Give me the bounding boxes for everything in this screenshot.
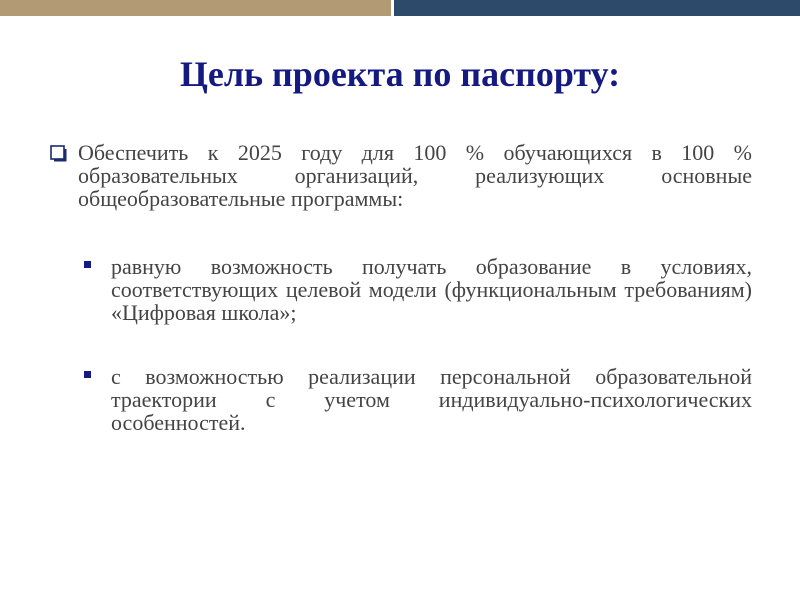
sub-point-2 <box>84 365 752 434</box>
sub-point-text-2: с возможностью реализации персональной образовательной траектории с учетом индивидуально-психологических особенностей. <box>111 364 752 435</box>
checkbox-icon <box>50 145 67 162</box>
top-bar-gold-segment <box>0 0 391 16</box>
top-bar-navy-segment <box>394 0 800 16</box>
square-bullet-icon <box>84 371 91 378</box>
sub-point-1 <box>84 255 752 324</box>
main-point-text: Обеспечить к 2025 году для 100 % обучающихся в 100 % образовательных организаций, реализующих основные общеобразовательные программы: <box>78 140 752 211</box>
main-point <box>50 141 752 210</box>
square-bullet-icon <box>84 261 91 268</box>
top-decorative-bar <box>0 0 800 16</box>
sub-point-text-1: равную возможность получать образование в условиях, соответствующих целевой модели (функциональным требованиям) «Цифровая школа»; <box>111 254 752 325</box>
slide-title: Цель проекта по паспорту: <box>179 54 621 94</box>
